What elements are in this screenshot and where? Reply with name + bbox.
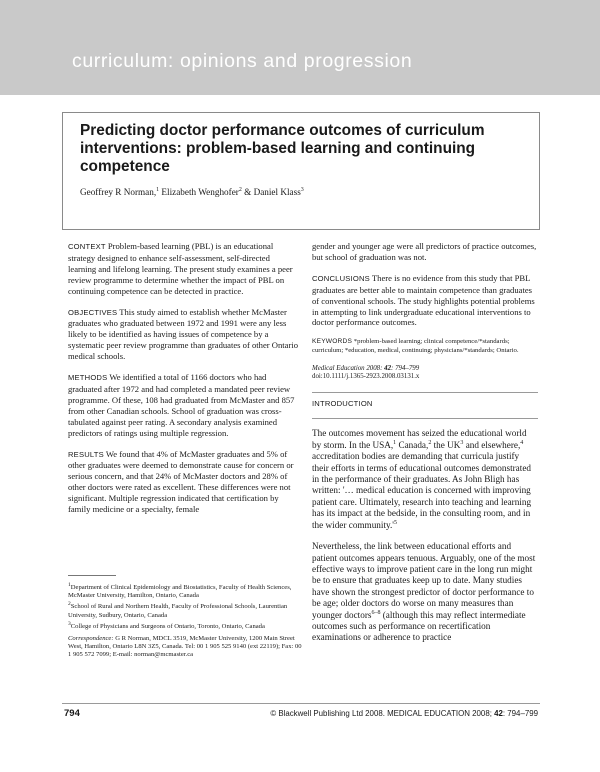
text-run: Canada, (396, 439, 429, 450)
abstract-text: We found that 4% of McMaster graduates and 5% of other graduates were deemed to demonstrate cause for concern or serious concern, and that 24% of McMaster doctors and 28% of other doctors were rated as excellent. These differences were not significant. Multiple regression indicated that certification by family medicine or a specialty, female (68, 448, 294, 515)
abstract-results (68, 449, 300, 515)
section-heading: INTRODUCTION (312, 398, 373, 408)
text-run: and elsewhere, (463, 439, 521, 450)
author-list (80, 187, 304, 197)
journal-pages: : 794–799 (391, 364, 420, 372)
citation-mark: 6–8 (371, 609, 381, 616)
footnote-text: School of Rural and Northern Health, Faculty of Professional Schools, Laurentian University, Sudbury, Ontario, Canada (68, 603, 288, 619)
abstract-label: CONCLUSIONS (312, 273, 370, 283)
abstract-text: There is no evidence from this study that PBL graduates are better able to maintain competence than graduates of conventional schools. The study highlights potential problems in attempting to link undergraduate educational interventions to doctor performance outcomes. (312, 272, 535, 328)
keywords-label: KEYWORDS (312, 338, 353, 346)
journal-name: Medical Education 2008: (312, 364, 383, 372)
section-rule (312, 418, 538, 419)
affiliation-note (68, 600, 302, 619)
citation-mark: 4 (520, 439, 524, 446)
abstract-methods (68, 372, 300, 438)
keywords (312, 338, 538, 355)
footnote-number: 2 (68, 601, 71, 608)
author-name: Geoffrey R Norman, (80, 187, 157, 197)
citation-mark: 5 (393, 519, 397, 526)
footer-rule (62, 703, 540, 704)
abstract-text: Problem-based learning (PBL) is an educational strategy designed to enhance self-assessment, self-directed learning and lifelong learning. The present study examines a peer review programme to determine whether the impact of PBL on continuing competence can be detected in practice. (68, 241, 293, 296)
citation-mark: 3 (460, 439, 464, 446)
abstract-label: RESULTS (68, 449, 104, 459)
text-run: accreditation bodies are demanding that curricula justify their efforts in terms of educational outcomes demonstrated in the performance of their graduates. As John Bligh has written: '… medical education is concerned with improving patient care. Ultimately, research into teaching and learning has its impact at the bedside, in the consulting room, and in the wider community.' (312, 451, 532, 530)
correspondence-text: G R Norman, MDCL 3519, McMaster University, 1200 Main Street West, Hamilton, Ontario L8N 3Z5, Canada. Tel: 00 1 905 525 9140 (ext 22119); Fax: 00 1 905 572 7099; E-mail: norman@mcmaster.ca (68, 635, 302, 659)
right-column (312, 241, 538, 654)
abstract-label: OBJECTIVES (68, 307, 118, 317)
author-name: Elizabeth Wenghofer (161, 187, 239, 197)
publisher-text: © Blackwell Publishing Ltd 2008. MEDICAL EDUCATION 2008; (270, 709, 492, 718)
footnote-number: 3 (68, 620, 71, 627)
correspondence-note (68, 635, 302, 659)
citation-mark: 1 (393, 439, 397, 446)
author-affiliation-mark: 3 (300, 186, 304, 193)
section-header-band (0, 0, 600, 95)
intro-paragraph (312, 541, 538, 644)
correspondence-label: Correspondence: (68, 635, 114, 643)
footnote-rule (68, 575, 116, 576)
footnote-number: 1 (68, 582, 71, 588)
footer-pages: : 794–799 (502, 709, 538, 718)
abstract-context (68, 241, 300, 297)
text-run: the UK (431, 439, 461, 450)
doi: doi:10.1111/j.1365-2923.2008.03131.x (312, 373, 420, 381)
abstract-label: METHODS (68, 373, 108, 383)
footnote-text: Department of Clinical Epidemiology and Biostatistics, Faculty of Health Sciences, McMaster University, Hamilton, Ontario, Canada (68, 584, 292, 600)
intro-paragraph (312, 428, 538, 531)
affiliation-note (68, 620, 302, 631)
abstract-text: We identified a total of 1166 doctors who had graduated after 1972 and had completed a mandated peer review programme. Of these, 108 had graduated from McMaster and 857 from other Canadian schools. School of graduation was cross-tabulated against peer rating. A secondary analysis examined predictors of ratings using multiple regression. (68, 372, 295, 438)
citation (312, 365, 538, 382)
section-title: curriculum: opinions and progression (72, 50, 413, 72)
footer-citation (270, 709, 538, 718)
footnote-text: College of Physicians and Surgeons of Ontario, Toronto, Ontario, Canada (70, 622, 265, 630)
article-title: Predicting doctor performance outcomes of curriculum interventions: problem-based learning and continuing competence (80, 122, 485, 175)
abstract-label: CONTEXT (68, 242, 106, 251)
footer-volume: 42 (494, 709, 503, 718)
left-column (68, 241, 300, 525)
section-rule (312, 392, 538, 393)
abstract-results-continued: gender and younger age were all predictors of practice outcomes, but school of graduation was not. (312, 241, 537, 262)
author-affiliation-mark: 2 (238, 186, 242, 193)
abstract-objectives (68, 307, 300, 363)
text-run: Nevertheless, the link between educational efforts and patient outcomes appears tenuous. Arguably, one of the most effective ways to improve patient care in the long run might be to ensure that graduates keep up to date. Many studies have shown the strongest predictor of doctor performance to be age; older doctors do worse on many measures than younger doctors (312, 541, 536, 620)
abstract-text: This study aimed to establish whether McMaster graduates who graduated between 1972 and 1991 were any less likely to be identified as having issues of competence by a systematic peer review programme than graduates of other Ontario medical schools. (68, 306, 299, 362)
text-run: (although this may reflect intermediate outcomes such as performance on recertification examinations or adherence to practice (312, 609, 526, 643)
affiliation-note (68, 581, 302, 600)
abstract-conclusions (312, 273, 538, 329)
author-affiliation-mark: 1 (156, 186, 160, 193)
page-number: 794 (64, 708, 80, 719)
keywords-text: *problem-based learning; clinical competence/*standards; curriculum; *education, medical, continuing; physicians/*standards; Ontario. (312, 338, 519, 354)
text-run: The outcomes movement has seized the educational world by storm. In the USA, (312, 428, 527, 450)
citation-mark: 2 (428, 439, 432, 446)
journal-volume: 42 (384, 364, 392, 372)
footnotes (68, 575, 302, 659)
author-name: & Daniel Klass (244, 187, 301, 197)
